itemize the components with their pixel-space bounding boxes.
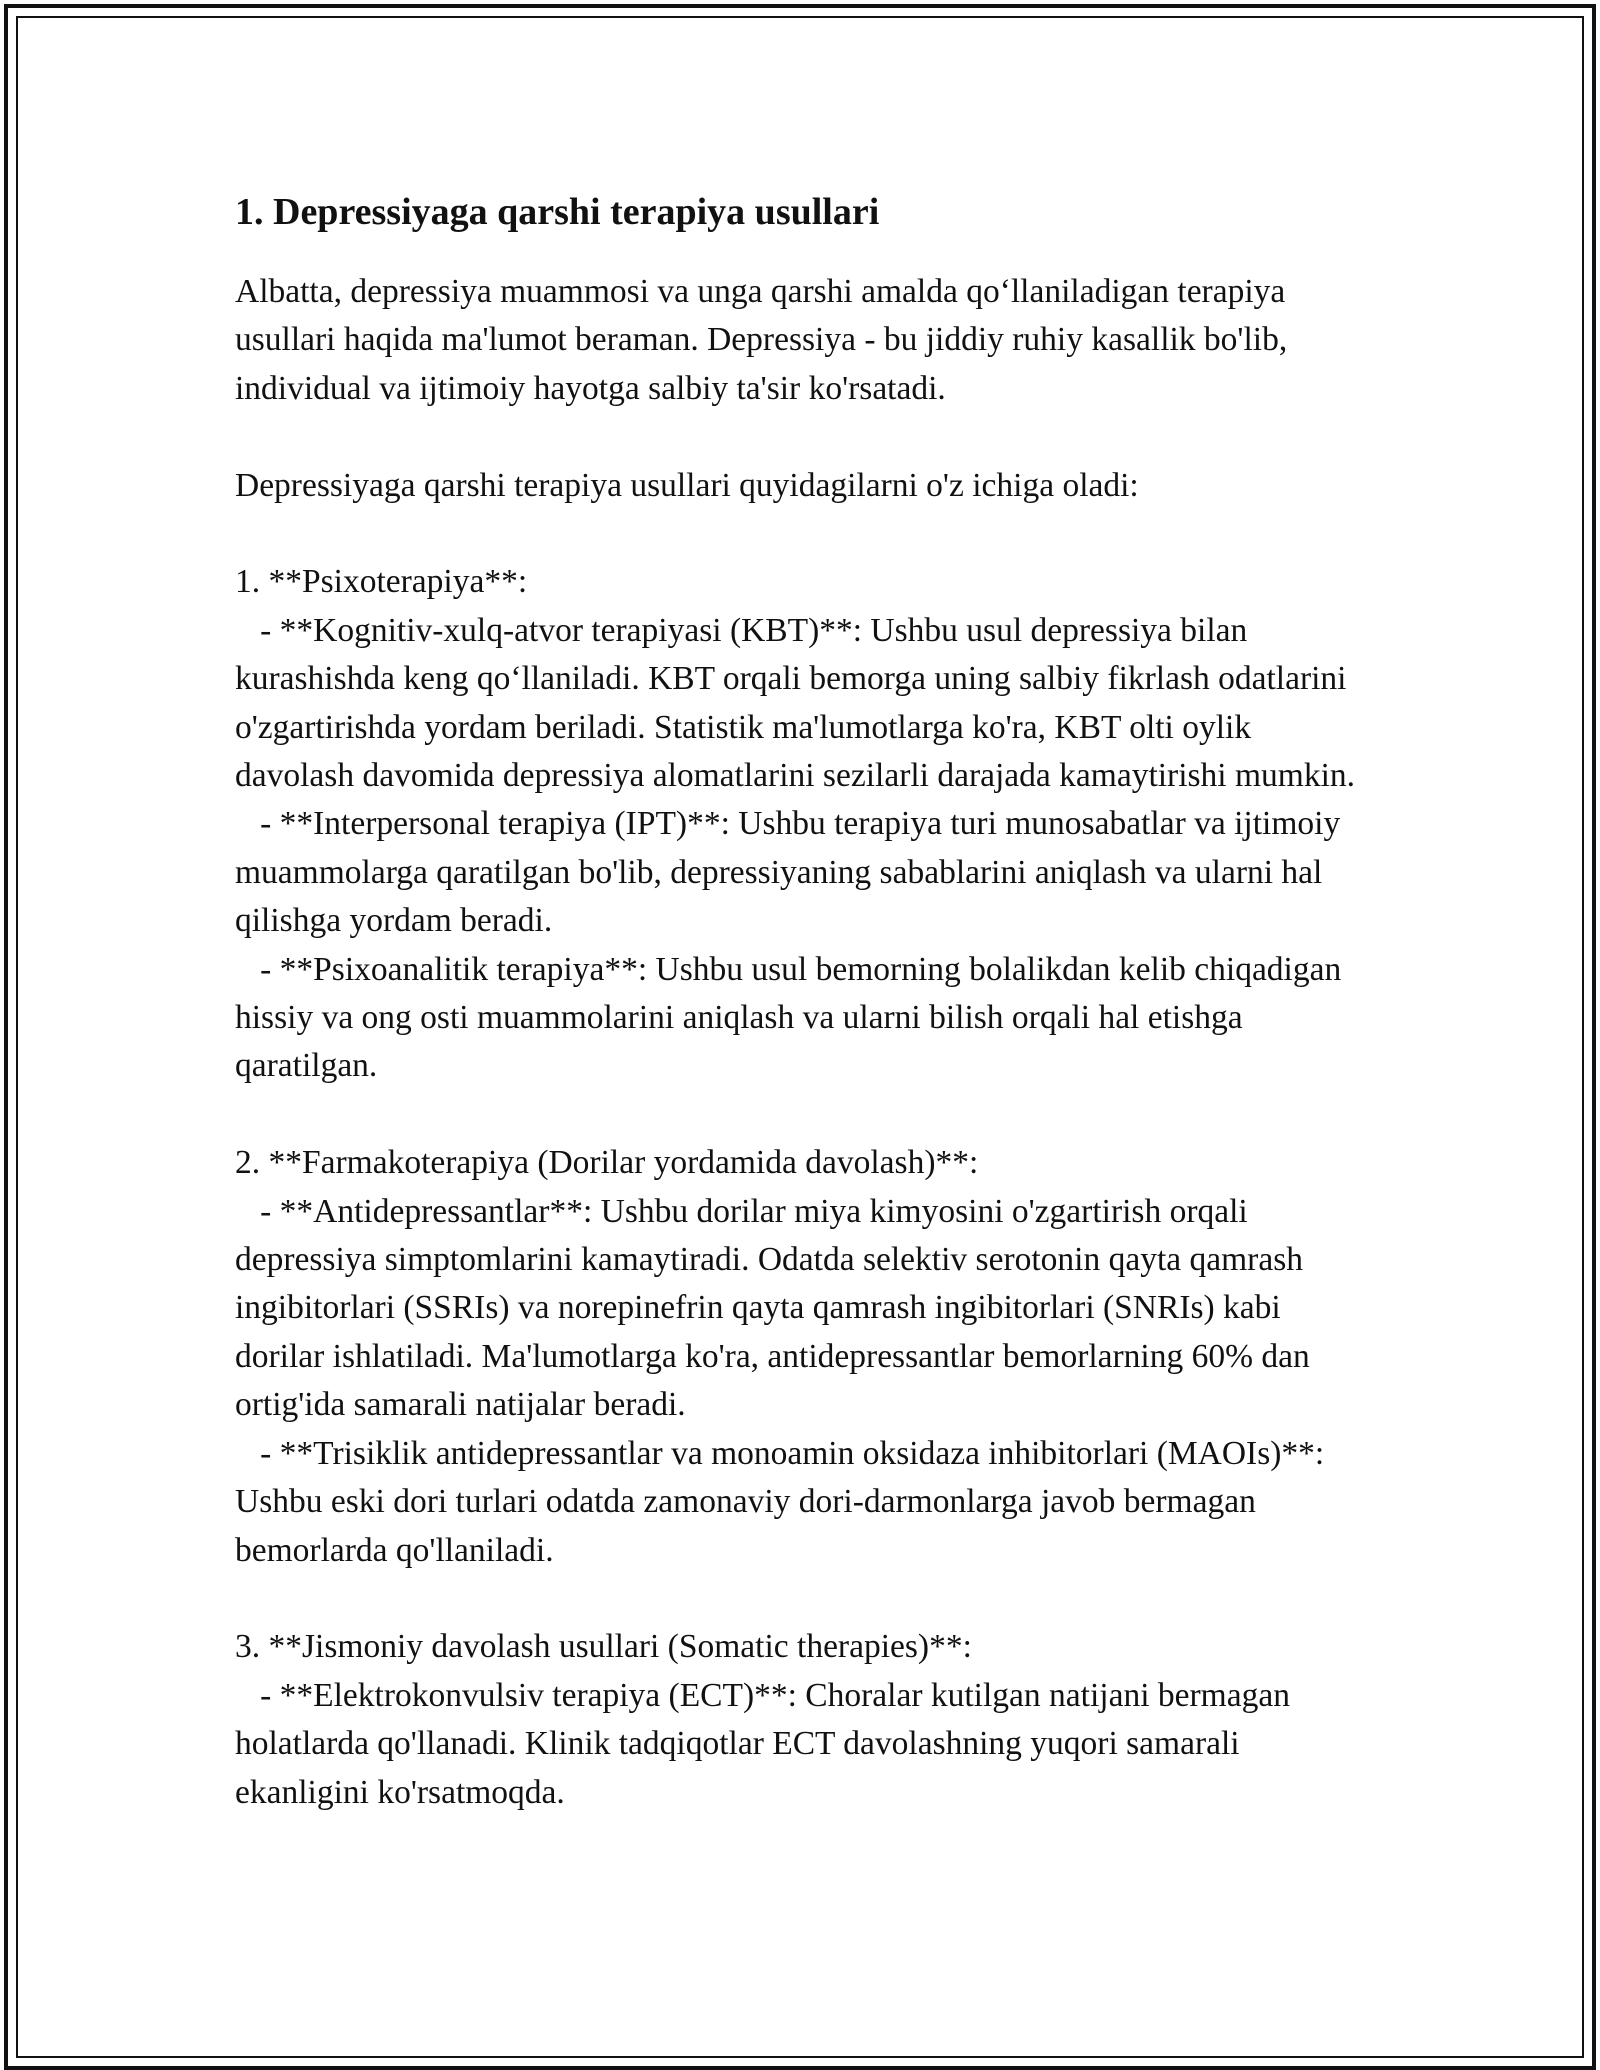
somatic-therapy-section: 3. **Jismoniy davolash usullari (Somatic therapies)**: - **Elektrokonvulsiv terapiya (ECT)**: Choralar kutilgan natijani bermagan holatlarda qo'llanadi. Klinik tadqiqotlar ECT davolashning yuqori samarali ekanligini ko'rsatmoqda. — [235, 1628, 1290, 1811]
document-body — [235, 188, 1365, 1817]
paragraph-gap — [235, 1091, 1365, 1139]
document-title: 1. Depressiyaga qarshi terapiya usullari — [235, 191, 880, 233]
pharmacotherapy-section: 2. **Farmakoterapiya (Dorilar yordamida davolash)**: - **Antidepressantlar**: Ushbu dorilar miya kimyosini o'zgartirish orqali depressiya simptomlarini kamaytiradi. Odatda selektiv serotonin qayta qamrash ingibitorlari (SSRIs) va norepinefrin qayta qamrash ingibitorlari (SNRIs) kabi dorilar ishlatiladi. Ma'lumotlarga ko'ra, antidepressantlar bemorlarning 60% dan ortig'ida samarali natijalar beradi. - **Trisiklik antidepressantlar va monoamin oksidaza inhibitorlari (MAOIs)**: Ushbu eski dori turlari odatda zamonaviy dori-darmonlarga javob bermagan bemorlarda qo'llaniladi. — [235, 1144, 1325, 1569]
psychotherapy-section: 1. **Psixoterapiya**: - **Kognitiv-xulq-atvor terapiyasi (KBT)**: Ushbu usul depressiya bilan kurashishda keng qo‘llaniladi. KBT orqali bemorga uning salbiy fikrlash odatlarini o'zgartirishda yordam beriladi. Statistik ma'lumotlarga ko'ra, KBT olti oylik davolash davomida depressiya alomatlarini sezilarli darajada kamaytirishi mumkin. - **Interpersonal terapiya (IPT)**: Ushbu terapiya turi munosabatlar va ijtimoiy muammolarga qaratilgan bo'lib, depressiyaning sabablarini aniqlash va ularni hal qilishga yordam beradi. - **Psixoanalitik terapiya**: Ushbu usul bemorning bolalikdan kelib chiqadigan hissiy va ong osti muammolarini aniqlash va ularni bilish orqali hal etishga qaratilgan. — [235, 563, 1356, 1085]
methods-intro-paragraph: Depressiyaga qarshi terapiya usullari quyidagilarni o'z ichiga oladi: — [235, 466, 1139, 504]
paragraph-gap — [235, 1575, 1365, 1623]
paragraph-gap — [235, 510, 1365, 558]
intro-paragraph: Albatta, depressiya muammosi va unga qarshi amalda qo‘llaniladigan terapiya usullari haqida ma'lumot beraman. Depressiya - bu jiddiy ruhiy kasallik bo'lib, individual va ijtimoiy hayotga salbiy ta'sir ko'rsatadi. — [235, 273, 1296, 407]
paragraph-gap — [235, 413, 1365, 461]
